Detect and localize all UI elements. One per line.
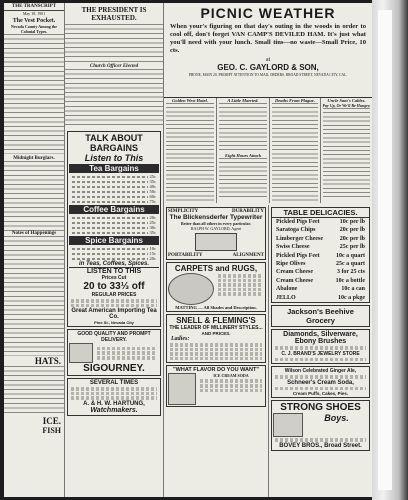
sigourney-ad (67, 329, 161, 376)
rug-illustration (168, 273, 214, 305)
price-row-item (72, 196, 148, 198)
price-row-value: 50c (149, 189, 156, 194)
jackson-name: Jackson's Beehive Grocery (287, 307, 354, 326)
hartung-name: A. & H. W. HARTUNG, (83, 400, 145, 407)
delicacy-name: JELLO (276, 294, 296, 301)
hartung-ad (67, 378, 161, 416)
news-column-b (217, 98, 270, 203)
price-row-item (72, 186, 148, 188)
article-text (65, 69, 163, 129)
price-row-value: 15c (149, 251, 156, 256)
spice-heading: Spice Bargains (69, 236, 159, 245)
delicacy-name: Cream Cheese (276, 277, 314, 284)
delicacy-price: 25c per lb (339, 244, 365, 251)
headline-burglars: Midnight Burglars. (13, 156, 55, 161)
soda-glass-illustration (168, 373, 196, 405)
newspaper-page (4, 3, 372, 497)
bovey-line: BOVEY BROS., Broad Street. (279, 443, 362, 450)
shoe-illustration (273, 413, 303, 437)
snell-leader: THE LEADER OF MILLINERY STYLES... (169, 325, 263, 331)
carpets-ad (166, 262, 266, 312)
delicacy-name: Ripe Olives (276, 261, 306, 268)
price-row (69, 199, 159, 204)
column-1 (4, 3, 65, 497)
typewriter-ad (166, 207, 266, 260)
great-american-address: Pine St., Nevada City (94, 320, 134, 326)
headline-vest-pocket: The Vest Pocket. (12, 18, 56, 24)
delicacy-row (272, 226, 369, 234)
ads-right (269, 205, 372, 497)
delicacy-price: 20c per lb (339, 235, 365, 242)
typewriter-agent: RALPH W. GAYLORD, Agent (190, 226, 242, 231)
table-delicacies-ad (271, 207, 370, 303)
delicacy-row (272, 252, 369, 260)
price-row-item (72, 217, 148, 219)
listen-heading: LISTEN TO THIS (69, 267, 159, 275)
watchmakers: Watchmakers. (90, 406, 138, 414)
masthead-title: THE TRANSCRIPT (11, 4, 57, 9)
jackson-ad (271, 305, 370, 327)
matting-line: MATTING — All Shades and Description. (175, 305, 257, 310)
snell-prices: AND PRICES. (201, 331, 231, 336)
news-column-d (321, 98, 372, 203)
masthead-date: May 18, 1901 (22, 11, 46, 16)
delicacy-price: 3 for 25 cts (336, 269, 365, 276)
ad-subtitle: Listen to This (84, 153, 144, 163)
snell-title: SNELL & FLEMING'S (176, 316, 256, 325)
ice-cream-soda: ICE CREAM SODA (213, 373, 249, 379)
cream-puffs-line: Cream Puffs, Cakes, Pies. (292, 391, 349, 397)
price-row-value: 35c (149, 230, 156, 235)
book-spine (372, 0, 408, 500)
picnic-body: When your's figuring on that day's outing in the woods in order to cool off, don't forget VAN CAMP'S DEVILED HAM. It's just what you'll need with your lunch. Small tins—no waste—Small Price, 10 cts. (170, 23, 366, 54)
regular-prices: REGULAR PRICES (91, 292, 137, 298)
delicacy-row (272, 218, 369, 226)
news-headline: Uncle Sam's Cables. (327, 98, 366, 103)
delicacy-name: Swiss Cheese (276, 244, 310, 251)
picnic-ad (164, 3, 372, 98)
delicacy-row (272, 260, 369, 268)
price-row-item (72, 191, 148, 193)
strong-shoes-title: STRONG SHOES (280, 402, 361, 414)
price-row-value: 40c (149, 184, 156, 189)
delicacy-price: 10c per lb (339, 219, 365, 225)
price-row-item (72, 222, 148, 224)
coffee-heading: Coffee Bargains (69, 205, 159, 214)
shoes-ad (271, 400, 370, 451)
delicacy-row (272, 294, 369, 302)
delicacy-row (272, 285, 369, 293)
price-row-value: 20c (149, 256, 156, 261)
news-headline: A Little Married. (227, 98, 259, 103)
icecream-ad (166, 365, 266, 407)
brand-store: C. J. BRAND'S JEWELRY STORE (281, 350, 360, 357)
snell-ladies: Ladies: (171, 336, 190, 342)
news-headline: Eight Hours Attack (224, 153, 262, 158)
side-label-fish: FISH (42, 426, 61, 435)
shop-illustration (69, 343, 93, 363)
shoes-boys: Boys. (324, 413, 349, 424)
spice-list (69, 246, 159, 261)
gaylord-phone: PHONE, MAIN 20. PROMPT ATTENTION TO MAIL ORDERS. BROAD STREET, NEVADA CITY, CAL. (188, 73, 348, 77)
price-row (69, 230, 159, 235)
prices-cut: Prices Cut (101, 275, 127, 281)
picnic-title: PICNIC WEATHER (200, 5, 336, 21)
coffee-list (69, 215, 159, 235)
headline-president: THE PRESIDENT IS EXHAUSTED. (81, 6, 147, 22)
news-column-c (270, 98, 321, 203)
picnic-at: at (265, 57, 271, 63)
delicacy-price: 25c a quart (336, 261, 365, 268)
ebony-line: Ebony Brushes (294, 338, 347, 346)
discount-range: 20 to 33⅓ off (83, 281, 145, 292)
delicacy-row (272, 268, 369, 276)
delicacies-list (272, 218, 369, 302)
news-headline: Golden West Hotel. (172, 98, 208, 103)
simplicity-label: SIMPLICITY (168, 209, 199, 214)
masthead (4, 3, 64, 11)
article-text (4, 236, 64, 356)
headline-church: Church Officer Elected (89, 64, 139, 69)
price-row-item (72, 232, 148, 234)
diamonds-line: Diamonds, Silverware, (283, 331, 358, 339)
drinks-ad (271, 366, 370, 398)
price-row-value: 30c (149, 225, 156, 230)
column-2 (65, 3, 164, 497)
price-row-item (72, 253, 148, 255)
price-row-value: 20c (149, 215, 156, 220)
typewriter-claim: Better than all others in every particular. (181, 221, 251, 226)
price-row-value: 35c (149, 179, 156, 184)
side-label-hats: HATS. (34, 356, 61, 366)
side-label-ice: ICE. (42, 416, 61, 426)
durability-label: DURABILITY (232, 209, 264, 214)
price-row-item (72, 248, 148, 250)
price-row-item (72, 176, 148, 178)
typewriter-name: The Blickensderfer Typewriter (169, 214, 263, 221)
news-column-a (164, 98, 217, 203)
price-row-item (72, 181, 148, 183)
table-title: TABLE DELICACIES. (272, 208, 369, 218)
delicacy-price: 10c a quart (336, 252, 365, 259)
price-row-value: 75c (149, 199, 156, 204)
price-row-value: 25c (149, 174, 156, 179)
delicacy-name: Pickled Pigs Feet (276, 219, 320, 225)
delicacy-name: Pickled Pigs Feet (276, 252, 320, 259)
flavor-title: "WHAT FLAVOR DO YOU WANT" (173, 367, 259, 374)
teas-line: in Teas, Coffees, Spices. (78, 261, 150, 267)
delicacy-row (272, 235, 369, 243)
carpets-title: CARPETS and RUGS, (174, 264, 258, 273)
news-headline: Deaths From Plague. (275, 98, 315, 103)
headline-happenings: Notes of Happenings (11, 231, 57, 236)
price-row-item (72, 227, 148, 229)
ad-title: TALK ABOUT BARGAINS (85, 133, 143, 153)
gaylord-name: GEO. C. GAYLORD & SON, (217, 63, 319, 72)
headline-nevada: Nevada County Among the Colonial Types. (10, 24, 58, 34)
price-row-value: 60c (149, 194, 156, 199)
delicacy-name: Cream Cheese (276, 269, 314, 276)
delicacy-name: Abalone (276, 286, 298, 293)
typewriter-illustration (195, 233, 237, 251)
tea-heading: Tea Bargains (69, 164, 159, 173)
delicacy-name: Limberger Cheese (276, 235, 324, 242)
delicacy-name: Saratoga Chips (276, 227, 316, 234)
price-row-value: 25c (149, 220, 156, 225)
article-text (4, 34, 64, 154)
price-row-item (72, 258, 148, 260)
column-3 (164, 3, 372, 497)
sigourney-name: SIGOURNEY. (83, 363, 145, 375)
price-row-value: 10c (149, 246, 156, 251)
delicacy-price: 10c a bottle (335, 277, 365, 284)
tea-list (69, 174, 159, 204)
article-text (4, 366, 64, 416)
article-text (65, 24, 163, 64)
delicacy-row (272, 277, 369, 285)
jewelry-ad (271, 329, 370, 364)
news-subheadline: Pay Up, Or We'll Be Hungry. (322, 103, 371, 108)
wilson-line: Wilson Celebrated Ginger Ale, (284, 368, 357, 375)
delicacy-row (272, 243, 369, 251)
alignment-label: ALIGNMENT (232, 253, 264, 258)
schneer-line: Schneer's Cream Soda, (287, 379, 354, 386)
portability-label: PORTABILITY (168, 253, 203, 258)
delicacy-price: 10c a pkge (338, 294, 365, 301)
several-times: SEVERAL TIMES (89, 380, 139, 387)
snell-ad (166, 314, 266, 363)
delicacy-price: 20c per lb (339, 227, 365, 234)
ads-left (164, 205, 269, 497)
price-row-item (72, 201, 148, 203)
article-text (4, 161, 64, 231)
great-american: Great American Importing Tea Co. (71, 308, 157, 321)
delicacy-price: 10c a can (341, 286, 365, 293)
bargains-ad (67, 131, 161, 327)
prompt-delivery: GOOD QUALITY AND PROMPT DELIVERY. (77, 331, 151, 344)
